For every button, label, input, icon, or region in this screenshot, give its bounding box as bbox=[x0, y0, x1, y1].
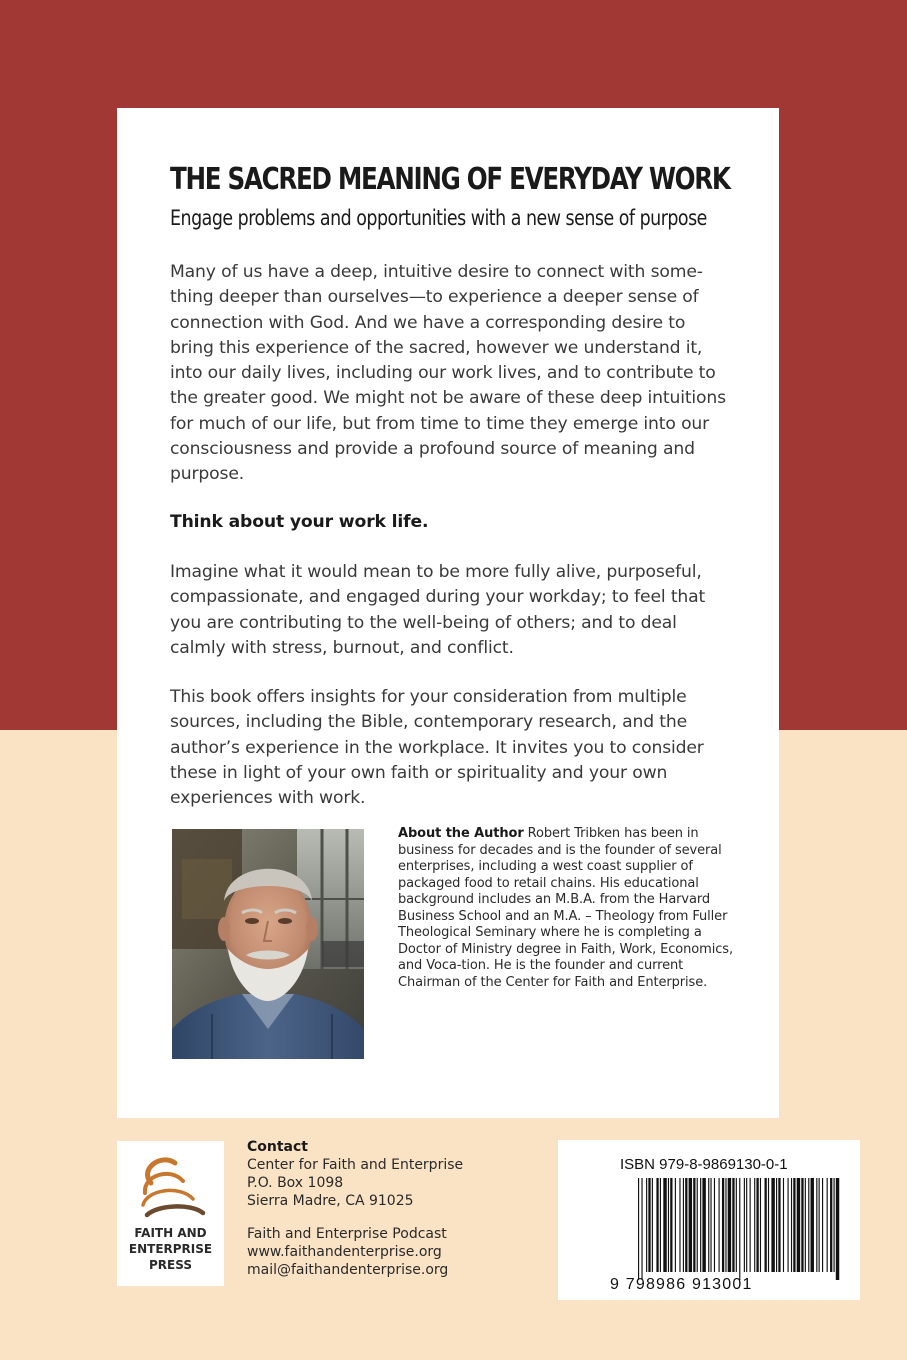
author-photo bbox=[172, 829, 364, 1059]
contact-city: Sierra Madre, CA 91025 bbox=[247, 1193, 414, 1209]
logo-line-1: FAITH AND bbox=[134, 1226, 207, 1240]
contact-org: Center for Faith and Enterprise bbox=[247, 1157, 464, 1173]
contact-block bbox=[247, 1138, 537, 1279]
about-text: Robert Tribken has been in business for decades and is the founder of several enterprises, including a west coast supplier of packaged food to retail chains. His educational background includes an M.B.A. from the Harvard Business School and an M.A. – Theology from Fuller Theological Seminary where he is completing a Doctor of Ministry degree in Faith, Work, Economics, and Voca-tion. He is the founder and current Chairman of the Center for Faith and Enterprise. bbox=[398, 826, 733, 990]
logo-wordmark bbox=[117, 1225, 224, 1273]
publisher-logo bbox=[117, 1141, 224, 1286]
book-title: THE SACRED MEANING OF EVERYDAY WORK bbox=[170, 162, 730, 197]
logo-line-3: PRESS bbox=[149, 1258, 192, 1272]
intro-paragraph: Many of us have a deep, intuitive desire to connect with some-thing deeper than ourselves—to experience a deeper sense of connection with God. And we have a corresponding desire to bring this experience of the sacred, however we understand it, into our daily lives, including our work lives, and to contribute to the greater good. We might not be aware of these deep intuitions for much of our life, but from time to time they emerge into our consciousness and provide a profound source of meaning and purpose. bbox=[170, 262, 726, 485]
imagine-paragraph: Imagine what it would mean to be more fully alive, purposeful, compassionate, and engaged during your workday; to feel that you are contributing to the well-being of others; and to deal calmly with stress, burnout, and conflict. bbox=[170, 562, 706, 658]
isbn-text: ISBN 979-8-9869130-0-1 bbox=[620, 1156, 788, 1173]
about-the-author bbox=[398, 826, 733, 991]
contact-email[interactable]: mail@faithandenterprise.org bbox=[247, 1262, 449, 1278]
barcode-box bbox=[558, 1140, 860, 1300]
swirl-logo-icon bbox=[117, 1141, 224, 1225]
contact-po-box: P.O. Box 1098 bbox=[247, 1175, 344, 1191]
logo-line-2: ENTERPRISE bbox=[128, 1242, 213, 1256]
text-panel bbox=[117, 108, 779, 1118]
about-label: About the Author bbox=[398, 826, 524, 841]
contact-label: Contact bbox=[247, 1139, 308, 1155]
contact-podcast: Faith and Enterprise Podcast bbox=[247, 1226, 447, 1242]
barcode-digits: 9 798986 913001 bbox=[610, 1276, 753, 1293]
section-heading: Think about your work life. bbox=[170, 512, 429, 532]
book-subtitle: Engage problems and opportunities with a new sense of purpose bbox=[170, 206, 707, 230]
book-offers-paragraph: This book offers insights for your consideration from multiple sources, including the Bible, contemporary research, and the author’s experience in the workplace. It invites you to consider these in light of your own faith or spirituality and your own experiences with work. bbox=[170, 687, 704, 809]
contact-website[interactable]: www.faithandenterprise.org bbox=[247, 1244, 442, 1260]
